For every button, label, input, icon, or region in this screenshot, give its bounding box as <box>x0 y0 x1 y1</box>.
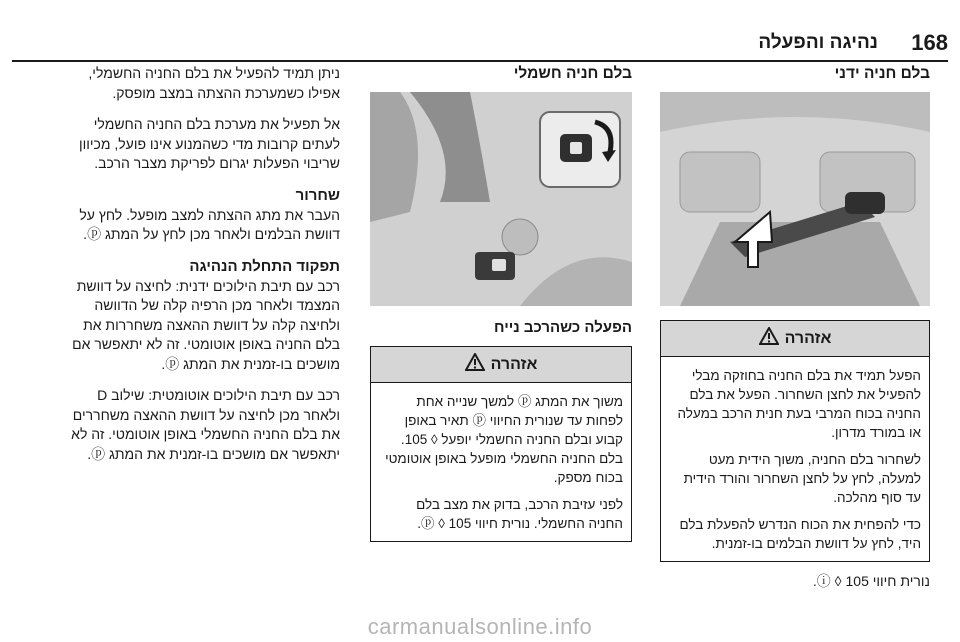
warning-label: אזהרה <box>490 355 538 373</box>
warning-paragraph: הפעל תמיד את בלם החניה בחוזקה מבלי להפעיל את לחצן השחרור. הפעל את בלם החניה בכוח המרבי בעת חנית הרכב במעלה או במורד מדרון. <box>677 368 921 440</box>
warning-paragraph: לפני עזיבת הרכב, בדוק את מצב בלם החניה החשמלי. נורית חיווי ⓟ ◊ 105. <box>416 497 623 531</box>
drive-away-manual-text: רכב עם תיבת הילוכים ידנית: לחיצה על דוושת המצמד ולאחר מכן הרפיה קלה של הדוושה ולחיצה קלה על דוושת ההאצה משחררות את בלם החניה באופן אוטומטי. זה לא יתאפשר אם מושכים בו-זמנית את המתג ⓟ. <box>72 277 340 372</box>
electric-brake-title: בלם חניה חשמלי <box>513 65 632 82</box>
release-text: העבר את מתג ההצתה למצב מופעל. לחץ על דוושת הבלמים ולאחר מכן לחץ על המתג ⓟ. <box>79 206 340 242</box>
page-header <box>12 30 948 60</box>
warning-triangle-icon <box>759 327 779 350</box>
release-heading: שחרור <box>295 186 340 204</box>
warning-header <box>371 347 631 383</box>
electric-brake-column <box>370 64 632 542</box>
header-rule <box>12 60 948 62</box>
indicator-note: נורית חיווי ⓘ ◊ 105. <box>812 573 930 589</box>
warning-body <box>661 357 929 561</box>
text-paragraph: אל תפעיל את מערכת בלם החניה החשמלי לעתים קרובות מדי כשהמנוע אינו פועל, מכיוון שריבוי הפעלות יגרום לפריקת מצבר הרכב. <box>78 116 340 171</box>
manual-brake-column <box>660 64 930 592</box>
text-paragraph: ניתן תמיד להפעיל את בלם החניה החשמלי, אפילו כשמערכת ההצתה במצב מופסק. <box>88 65 340 101</box>
manual-brake-title: בלם חניה ידני <box>834 65 930 82</box>
warning-paragraph: משוך את המתג ⓟ למשך שנייה אחת לפחות עד שנורית החיווי ⓟ תאיר באופן קבוע ובלם החניה החשמלי יופעל ◊ 105. בלם החניה החשמלי מופעל באופן אוטומטי בכוח מספק. <box>385 394 623 485</box>
warning-paragraph: לשחרור בלם החניה, משוך הידית מעט למעלה, לחץ על לחצן השחרור והורד הידית עד סוף מהלכה. <box>683 452 921 505</box>
drive-away-automatic-text: רכב עם תיבת הילוכים אוטומטית: שילוב D ולאחר מכן לחיצה על דוושת ההאצה משחררים את בלם החניה החשמלי באופן אוטומטי. זה לא יתאפשר אם מושכים בו-זמנית את המתג ⓟ. <box>71 387 340 462</box>
electric-brake-illustration <box>370 92 632 306</box>
warning-label: אזהרה <box>784 329 832 347</box>
electric-brake-photo <box>370 92 632 306</box>
manual-brake-photo <box>660 92 930 306</box>
continued-text-column <box>60 64 340 476</box>
manual-brake-warning <box>660 320 930 562</box>
warning-header <box>661 321 929 357</box>
warning-body <box>371 383 631 541</box>
page-number: 168 <box>911 30 948 55</box>
section-title: נהיגה והפעלה <box>758 32 878 53</box>
electric-brake-warning <box>370 346 632 542</box>
stationary-subtitle: הפעלה כשהרכב נייח <box>494 319 632 336</box>
drive-away-heading: תפקוד התחלת הנהיגה <box>189 257 340 275</box>
watermark: carmanualsonline.info <box>367 614 593 639</box>
warning-triangle-icon <box>465 353 485 376</box>
warning-paragraph: כדי להפחית את הכוח הנדרש להפעלת בלם היד, לחץ על דוושת הבלמים בו-זמנית. <box>679 517 921 551</box>
handbrake-illustration <box>660 92 930 306</box>
